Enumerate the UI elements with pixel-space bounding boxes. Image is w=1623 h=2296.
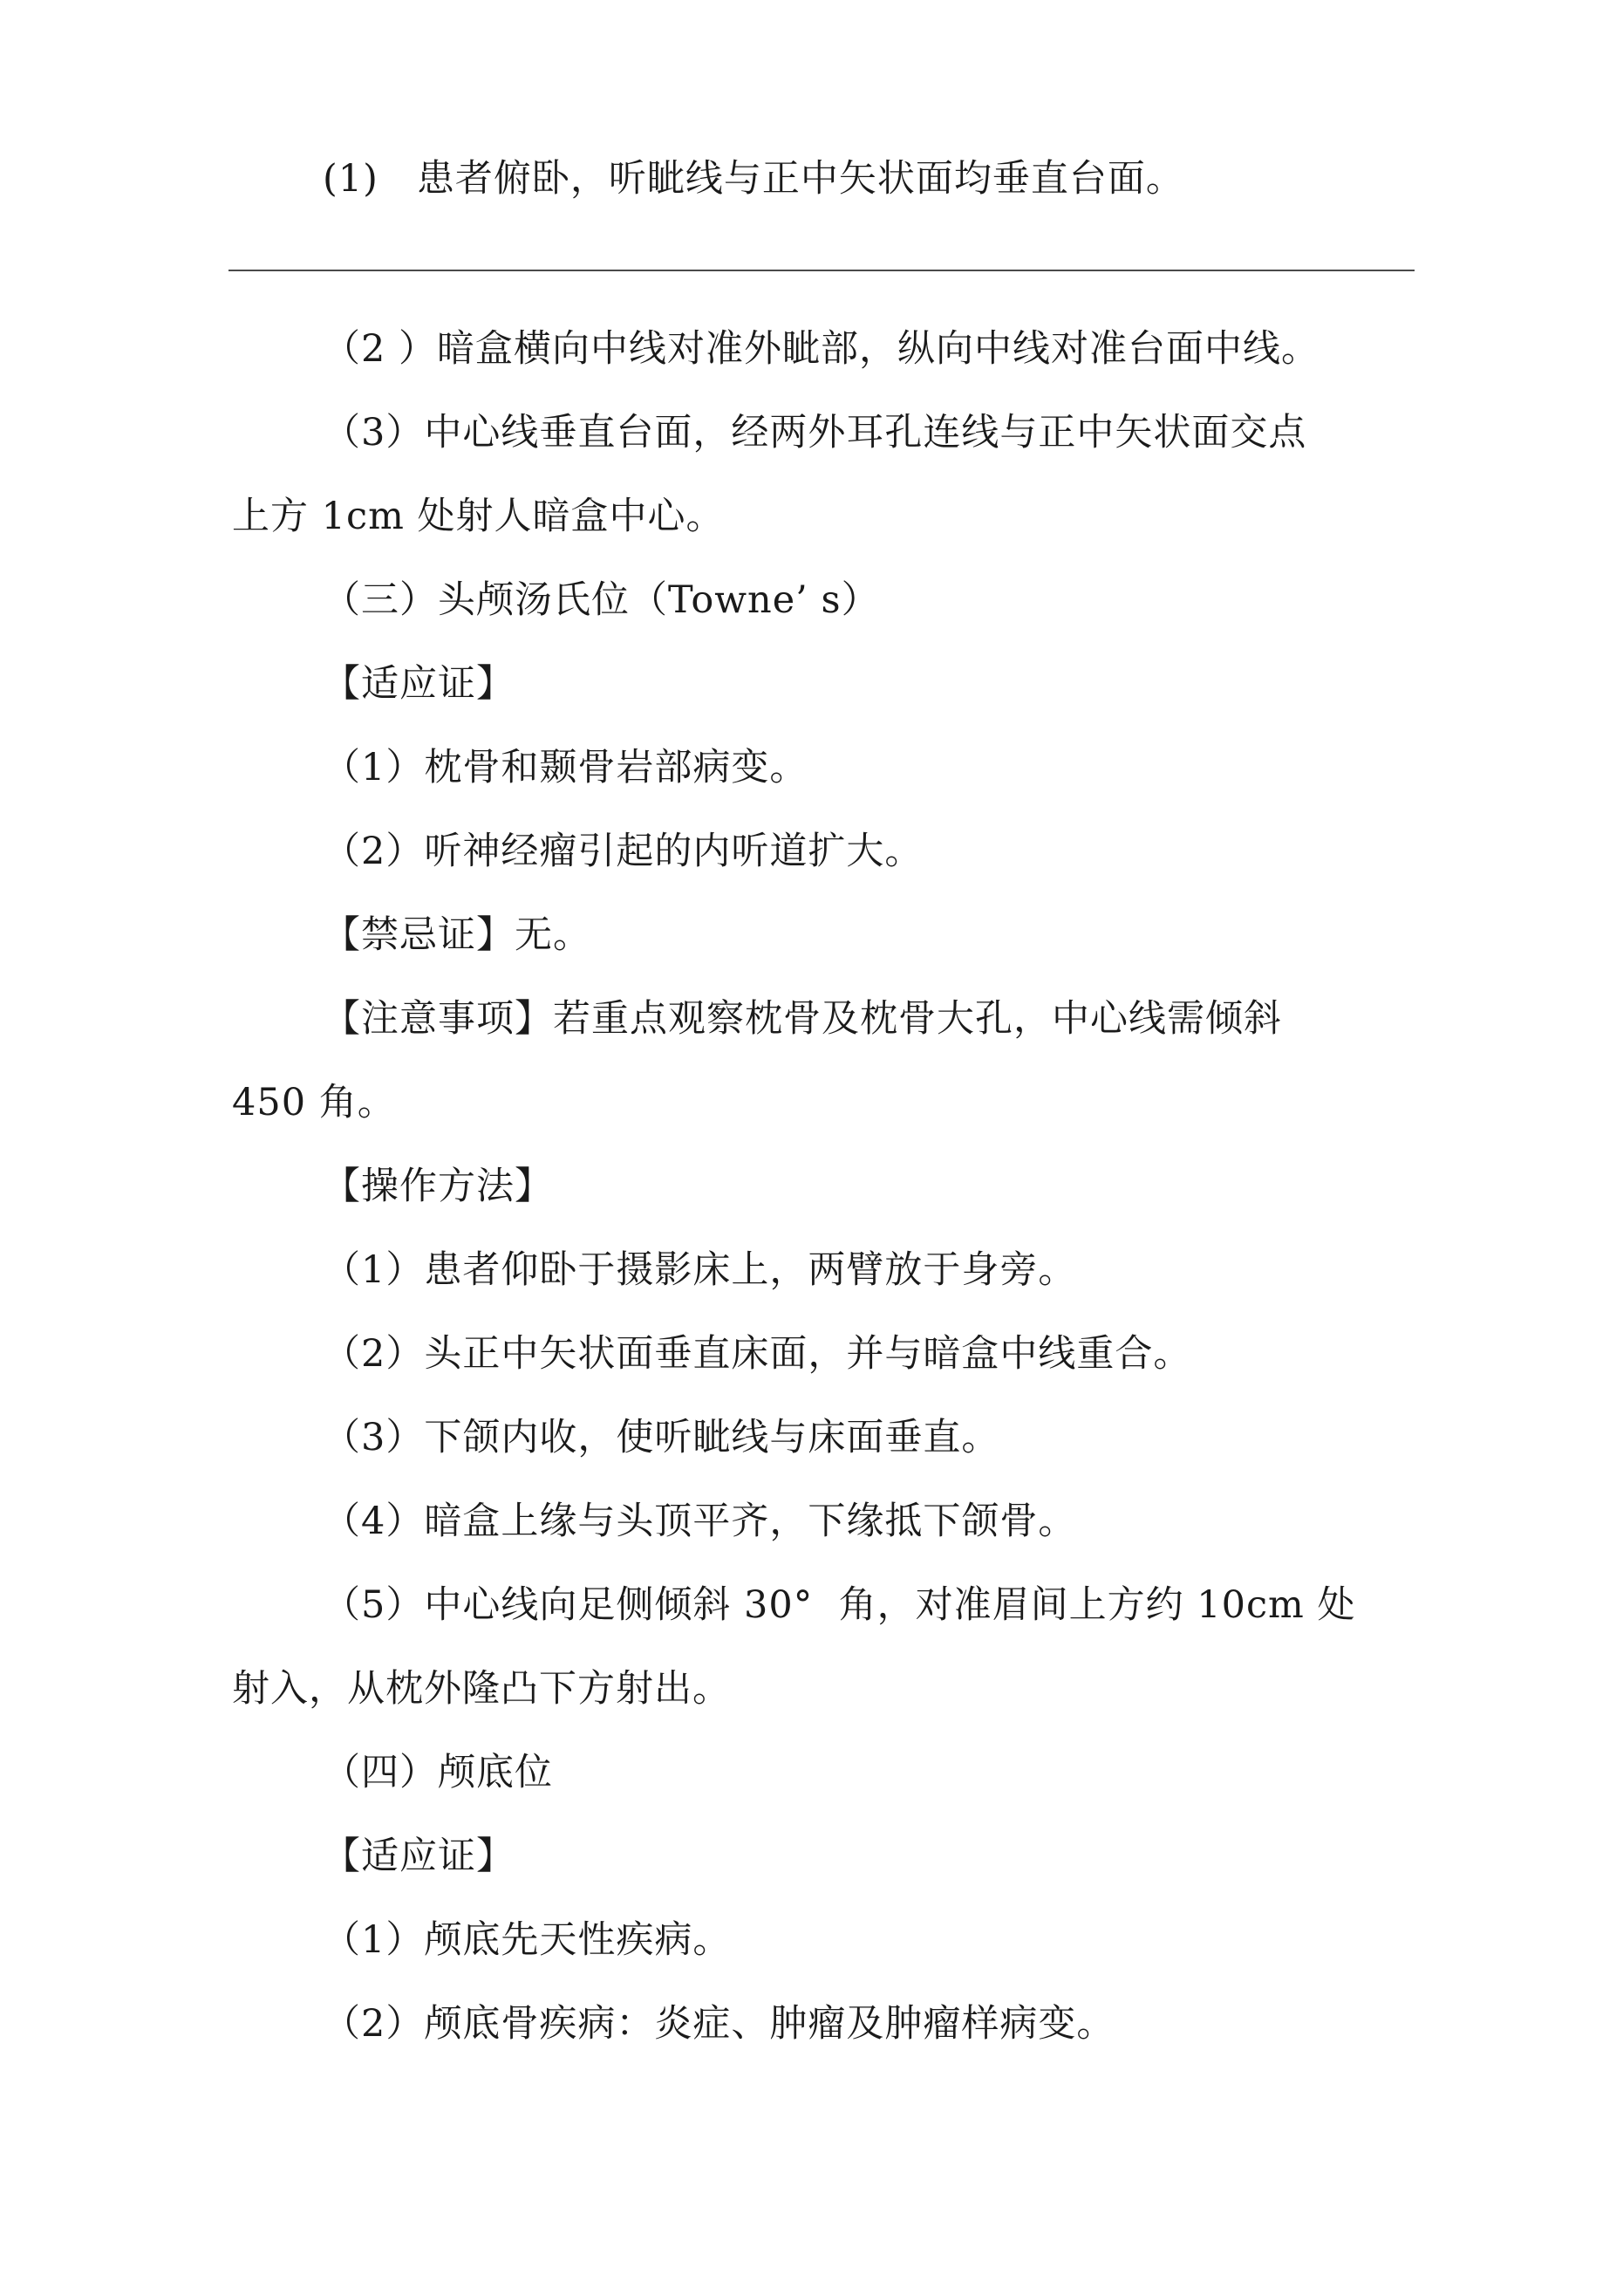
subsection-heading: 【操作方法】 [323,1165,553,1208]
section-heading: （四）颅底位 [323,1751,553,1794]
paragraph-line: （2）颅底骨疾病：炎症、肿瘤及肿瘤样病变。 [323,2002,1115,2046]
paragraph-line: （2）听神经瘤引起的内听道扩大。 [323,830,924,873]
subsection-heading: 【适应证】 [323,662,515,706]
subsection-heading: 【禁忌证】无。 [323,913,591,957]
paragraph-line: 450 角。 [232,1081,396,1124]
paragraph-line: （2 ）暗盒横向中线对准外眦部，纵向中线对准台面中线。 [323,327,1320,371]
paragraph-line: (1) 患者俯卧，听眦线与正中矢状面均垂直台面。 [323,157,1184,201]
paragraph-line: （2）头正中矢状面垂直床面，并与暗盒中线重合。 [323,1332,1192,1376]
section-heading: （三）头颅汤氏位（Towne’ s） [323,578,880,622]
paragraph-line: （1）患者仰卧于摄影床上，两臂放于身旁。 [323,1248,1077,1292]
subsection-heading: 【适应证】 [323,1835,515,1878]
paragraph-line: （4）暗盒上缘与头顶平齐，下缘抵下颌骨。 [323,1500,1077,1543]
paragraph-line: （3）中心线垂直台面，经两外耳孔连线与正中矢状面交点 [323,411,1307,454]
paragraph-line: （1）颅底先天性疾病。 [323,1918,732,1962]
paragraph-line: （5）中心线向足侧倾斜 30° 角，对准眉间上方约 10cm 处 [323,1583,1356,1627]
paragraph-line: 射入，从枕外隆凸下方射出。 [232,1667,731,1711]
horizontal-divider [228,270,1415,271]
paragraph-line: （3）下颌内收，使听眦线与床面垂直。 [323,1416,1000,1459]
paragraph-line: 【注意事项】若重点观察枕骨及枕骨大孔，中心线需倾斜 [323,997,1282,1041]
paragraph-line: （1）枕骨和颞骨岩部病变。 [323,746,808,789]
paragraph-line: 上方 1cm 处射人暗盒中心。 [232,495,725,538]
